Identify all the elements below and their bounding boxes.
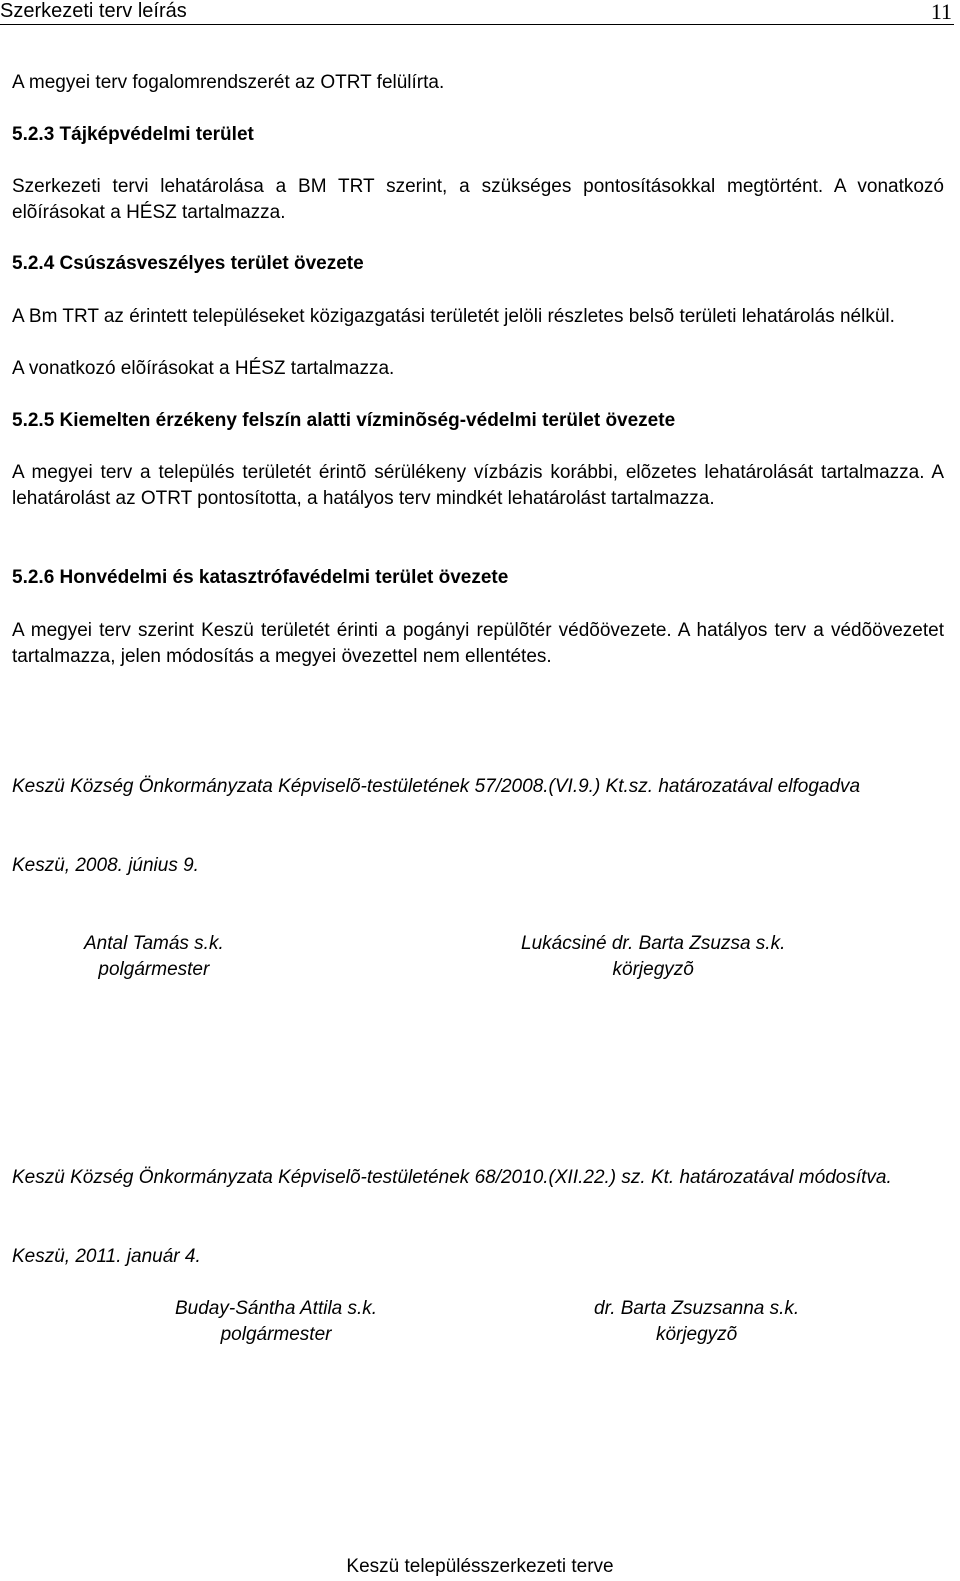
approval-resolution-2010: Keszü Község Önkormányzata Képviselõ-testületének 68/2010.(XII.22.) sz. Kt. határozatával módosítva.	[12, 1167, 892, 1188]
paragraph-csuszas: A Bm TRT az érintett településeket közigazgatási területét jelöli részletes belsõ területi lehatárolás nélkül.	[12, 306, 895, 327]
signature-name: Lukácsiné dr. Barta Zsuzsa s.k.	[521, 933, 786, 954]
page-footer: Keszü településszerkezeti terve	[346, 1556, 614, 1577]
header-title: Szerkezeti terv leírás	[0, 0, 187, 22]
signature-name: Antal Tamás s.k.	[84, 933, 224, 954]
signature-name: dr. Barta Zsuzsanna s.k.	[594, 1298, 800, 1319]
signature-mayor-2008	[84, 931, 224, 983]
signature-notary-2008	[521, 931, 785, 983]
signature-role: polgármester	[98, 959, 210, 980]
signature-role: körjegyzõ	[612, 959, 694, 980]
paragraph-csuszas-hesz: A vonatkozó elõírásokat a HÉSZ tartalmazza.	[12, 358, 395, 379]
signature-notary-2011	[594, 1296, 799, 1348]
heading-5-2-4: 5.2.4 Csúszásveszélyes terület övezete	[12, 253, 364, 274]
approval-place-date-2008: Keszü, 2008. június 9.	[12, 855, 199, 876]
signature-mayor-2011	[175, 1296, 377, 1348]
heading-5-2-6: 5.2.6 Honvédelmi és katasztrófavédelmi terület övezete	[12, 567, 509, 588]
heading-5-2-3: 5.2.3 Tájképvédelmi terület	[12, 124, 254, 145]
page-number: 11	[930, 0, 952, 24]
paragraph-tajkep: Szerkezeti tervi lehatárolása a BM TRT szerint, a szükséges pontosításokkal megtörtént. A vonatkozó elõírásokat a HÉSZ tartalmazza.	[12, 176, 944, 223]
paragraph-vizminoseg: A megyei terv a település területét érintõ sérülékeny vízbázis korábbi, elõzetes lehatárolását tartalmazza. A lehatárolást az OTRT pontosította, a hatályos terv mindkét lehatárolást tartalmazza.	[12, 462, 944, 509]
signature-name: Buday-Sántha Attila s.k.	[175, 1298, 378, 1319]
paragraph-honvedelmi: A megyei terv szerint Keszü területét érinti a pogányi repülõtér védõövezete. A hatályos terv a védõövezetet tartalmazza, jelen módosítás a megyei övezettel nem ellentétes.	[12, 620, 944, 667]
signature-role: polgármester	[220, 1324, 332, 1345]
page-header	[0, 0, 954, 25]
paragraph-otrt: A megyei terv fogalomrendszerét az OTRT felülírta.	[12, 72, 445, 93]
approval-resolution-2008: Keszü Község Önkormányzata Képviselõ-testületének 57/2008.(VI.9.) Kt.sz. határozatával elfogadva	[12, 776, 861, 797]
approval-place-date-2011: Keszü, 2011. január 4.	[12, 1246, 201, 1267]
heading-5-2-5: 5.2.5 Kiemelten érzékeny felszín alatti vízminõség-védelmi terület övezete	[12, 410, 676, 431]
signature-role: körjegyzõ	[655, 1324, 738, 1345]
